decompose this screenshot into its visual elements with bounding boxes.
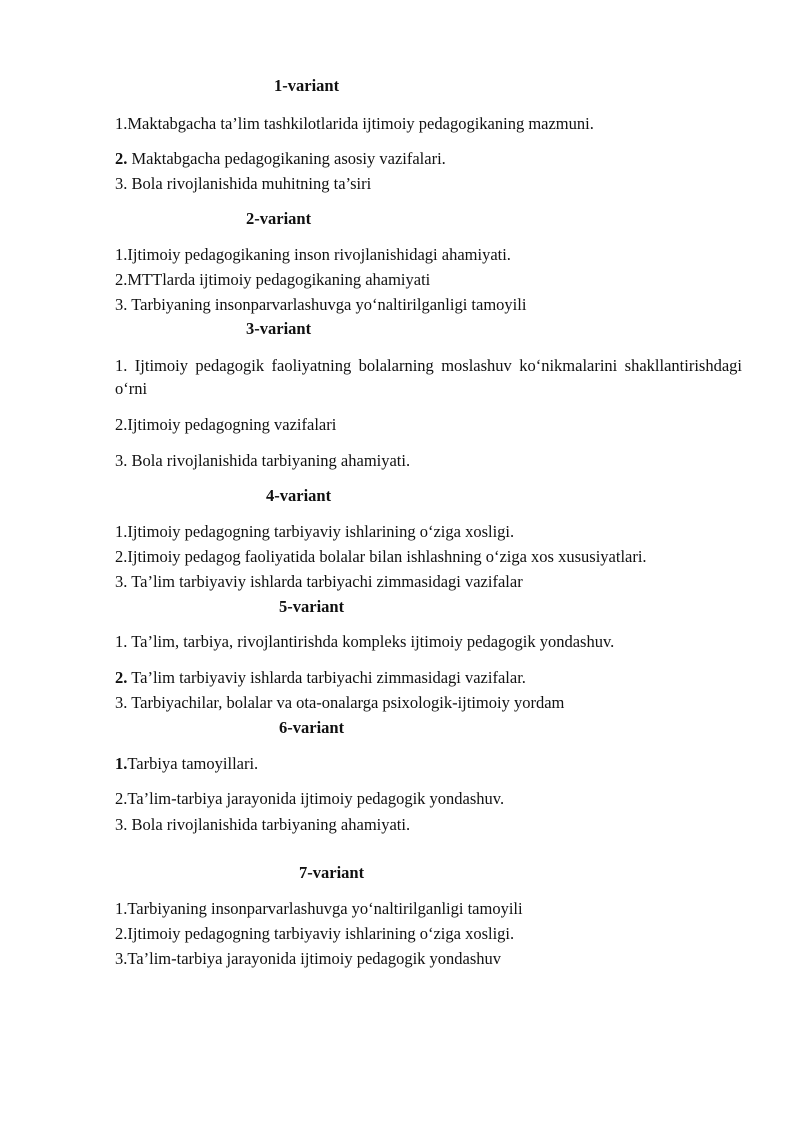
question-3-3: 3. Bola rivojlanishida tarbiyaning ahamiyati. <box>115 451 411 470</box>
question-5-3: 3. Tarbiyachilar, bolalar va ota-onalarga psixologik-ijtimoiy yordam <box>115 693 565 712</box>
question-5-2: 2. Ta’lim tarbiyaviy ishlarda tarbiyachi zimmasidagi vazifalar. <box>115 668 526 687</box>
question-6-3: 3. Bola rivojlanishida tarbiyaning ahamiyati. <box>115 815 411 834</box>
question-1-3: 3. Bola rivojlanishida muhitning ta’siri <box>115 174 372 193</box>
question-7-3: 3.Ta’lim-tarbiya jarayonida ijtimoiy pedagogik yondashuv <box>115 949 502 968</box>
variant-heading-2: 2-variant <box>246 209 312 228</box>
question-6-2: 2.Ta’lim-tarbiya jarayonida ijtimoiy pedagogik yondashuv. <box>115 789 505 808</box>
question-2-2: 2.MTTlarda ijtimoiy pedagogikaning ahamiyati <box>115 270 431 289</box>
question-2-1: 1.Ijtimoiy pedagogikaning inson rivojlanishidagi ahamiyati. <box>115 245 511 264</box>
question-6-1: 1.Tarbiya tamoyillari. <box>115 754 259 773</box>
variant-heading-7: 7-variant <box>299 863 365 882</box>
question-5-1: 1. Ta’lim, tarbiya, rivojlantirishda kompleks ijtimoiy pedagogik yondashuv. <box>115 632 615 651</box>
question-7-1: 1.Tarbiyaning insonparvarlashuvga yo‘naltirilganligi tamoyili <box>115 899 523 918</box>
question-3-1: 1. Ijtimoiy pedagogik faoliyatning bolalarning moslashuv ko‘nikmalarini shakllantirishdagi o‘rni <box>115 356 742 398</box>
question-4-2: 2.Ijtimoiy pedagog faoliyatida bolalar bilan ishlashning o‘ziga xos xususiyatlari. <box>115 547 647 566</box>
question-4-3: 3. Ta’lim tarbiyaviy ishlarda tarbiyachi zimmasidagi vazifalar <box>115 572 523 591</box>
question-1-2: 2. Maktabgacha pedagogikaning asosiy vazifalari. <box>115 149 446 168</box>
question-3-2: 2.Ijtimoiy pedagogning vazifalari <box>115 415 337 434</box>
variant-heading-4: 4-variant <box>266 486 332 505</box>
variant-heading-3: 3-variant <box>246 319 312 338</box>
question-7-2: 2.Ijtimoiy pedagogning tarbiyaviy ishlarining o‘ziga xosligi. <box>115 924 515 943</box>
question-2-3: 3. Tarbiyaning insonparvarlashuvga yo‘naltirilganligi tamoyili <box>115 295 527 314</box>
variant-heading-5: 5-variant <box>279 597 345 616</box>
variant-heading-6: 6-variant <box>279 718 345 737</box>
variant-heading-1: 1-variant <box>274 76 340 95</box>
question-1-1: 1.Maktabgacha ta’lim tashkilotlarida ijtimoiy pedagogikaning mazmuni. <box>115 114 594 133</box>
question-4-1: 1.Ijtimoiy pedagogning tarbiyaviy ishlarining o‘ziga xosligi. <box>115 522 515 541</box>
